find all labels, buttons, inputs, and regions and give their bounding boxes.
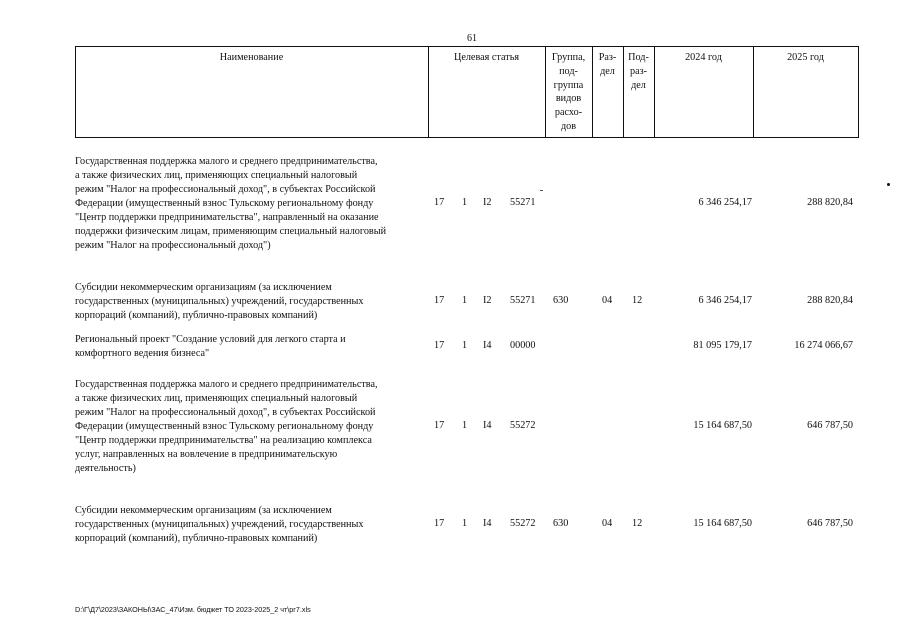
- header-subsection-line: дел: [631, 79, 646, 91]
- page-number: 61: [467, 33, 477, 44]
- row-code-subprogram: 1: [462, 420, 468, 431]
- row-name-line: государственных (муниципальных) учреждений, государственных: [75, 296, 364, 307]
- row-name: [75, 281, 430, 323]
- header-group-line: дов: [560, 120, 577, 132]
- row-subsection: 12: [632, 518, 643, 529]
- row-code-subprogram: 1: [462, 518, 468, 529]
- row-amount-2024: 6 346 254,17: [698, 295, 752, 306]
- row-code-program: 17: [434, 518, 445, 529]
- row-amount-2025: 16 274 066,67: [794, 340, 853, 351]
- row-amount-2025: 646 787,50: [807, 420, 853, 431]
- row-name-line: деятельность): [75, 463, 136, 474]
- row-code-project: I4: [483, 518, 492, 529]
- row-code-program: 17: [434, 340, 445, 351]
- row-code-project: I2: [483, 197, 492, 208]
- row-name-line: корпораций (компаний), публично-правовых компаний): [75, 533, 318, 544]
- row-amount-2024: 81 095 179,17: [693, 340, 752, 351]
- row-name-line: Субсидии некоммерческим организациям (за исключением: [75, 282, 332, 293]
- header-section-line: дел: [600, 65, 615, 77]
- header-target-article: Целевая статья: [453, 52, 520, 63]
- row-name-line: услуг, направленных на вовлечение в предпринимательскую: [75, 449, 338, 460]
- header-group-line: Группа,: [551, 52, 586, 63]
- row-code-subprogram: 1: [462, 340, 468, 351]
- row-group: 630: [553, 518, 569, 529]
- row-name-line: режим "Налог на профессиональный доход", в субъектах Российской: [75, 407, 376, 418]
- row-name-line: "Центр поддержки предпринимательства" на реализацию комплекса: [75, 435, 372, 446]
- row-code-direction: 55272: [510, 518, 536, 529]
- row-name-line: режим "Налог на профессиональный доход"): [75, 240, 271, 251]
- row-group: 630: [553, 295, 569, 306]
- row-name-line: режим "Налог на профессиональный доход", в субъектах Российской: [75, 184, 376, 195]
- row-code-direction: 55272: [510, 420, 536, 431]
- header-subsection-line: раз-: [629, 65, 648, 77]
- header-name: Наименование: [219, 52, 284, 63]
- row-code-subprogram: 1: [462, 295, 468, 306]
- header-group-line: под-: [559, 65, 578, 77]
- row-code-direction: 55271: [510, 295, 536, 306]
- row-name-line: Региональный проект "Создание условий для легкого старта и: [75, 334, 346, 345]
- row-name-line: корпораций (компаний), публично-правовых компаний): [75, 310, 318, 321]
- row-amount-2024: 15 164 687,50: [693, 420, 752, 431]
- header-section: [592, 51, 623, 79]
- row-subsection: 12: [632, 295, 643, 306]
- row-name-line: а также физических лиц, применяющих специальный налоговый: [75, 170, 358, 181]
- row-code-program: 17: [434, 197, 445, 208]
- row-code-program: 17: [434, 295, 445, 306]
- row-name-line: Федерации (имущественный взнос Тульскому региональному фонду: [75, 198, 374, 209]
- row-name: [75, 378, 430, 476]
- row-amount-2025: 288 820,84: [807, 295, 853, 306]
- stray-dot: [887, 183, 890, 186]
- row-code-program: 17: [434, 420, 445, 431]
- stray-mark: [540, 190, 543, 191]
- row-name-line: поддержки физическим лицам, применяющим специальный налоговый: [75, 226, 387, 237]
- row-name: [75, 155, 430, 253]
- row-section: 04: [602, 295, 613, 306]
- header-group-line: видов: [555, 93, 582, 105]
- header-section-line: Раз-: [598, 52, 617, 63]
- row-name-line: "Центр поддержки предпринимательства", направленный на оказание: [75, 212, 379, 223]
- header-group-line: группа: [553, 79, 584, 91]
- file-path-footer: D:\Г\Д7\2023\ЗАКОНЫ\ЗАС_47\Изм. бюджет ТО 2023-2025_2 чт\рг7.xls: [75, 605, 311, 614]
- row-code-direction: 55271: [510, 197, 536, 208]
- row-amount-2025: 288 820,84: [807, 197, 853, 208]
- row-code-project: I4: [483, 420, 492, 431]
- row-code-project: I4: [483, 340, 492, 351]
- header-year-2025: 2025 год: [787, 52, 824, 63]
- row-name-line: комфортного ведения бизнеса": [75, 348, 210, 359]
- row-name: [75, 504, 430, 546]
- header-subsection: [623, 51, 654, 92]
- row-amount-2024: 6 346 254,17: [698, 197, 752, 208]
- row-amount-2024: 15 164 687,50: [693, 518, 752, 529]
- row-code-project: I2: [483, 295, 492, 306]
- row-name-line: государственных (муниципальных) учреждений, государственных: [75, 519, 364, 530]
- row-name-line: Федерации (имущественный взнос Тульскому региональному фонду: [75, 421, 374, 432]
- header-subsection-line: Под-: [628, 52, 649, 63]
- header-group-line: расхо-: [554, 107, 583, 119]
- row-name-line: Субсидии некоммерческим организациям (за исключением: [75, 505, 332, 516]
- row-code-subprogram: 1: [462, 197, 468, 208]
- header-year-2024: 2024 год: [685, 52, 722, 63]
- row-name-line: Государственная поддержка малого и среднего предпринимательства,: [75, 156, 378, 167]
- header-group: [545, 51, 592, 134]
- row-section: 04: [602, 518, 613, 529]
- row-code-direction: 00000: [510, 340, 536, 351]
- row-name: [75, 333, 430, 361]
- header-border-right: [858, 46, 859, 137]
- row-name-line: а также физических лиц, применяющих специальный налоговый: [75, 393, 358, 404]
- row-amount-2025: 646 787,50: [807, 518, 853, 529]
- row-name-line: Государственная поддержка малого и среднего предпринимательства,: [75, 379, 378, 390]
